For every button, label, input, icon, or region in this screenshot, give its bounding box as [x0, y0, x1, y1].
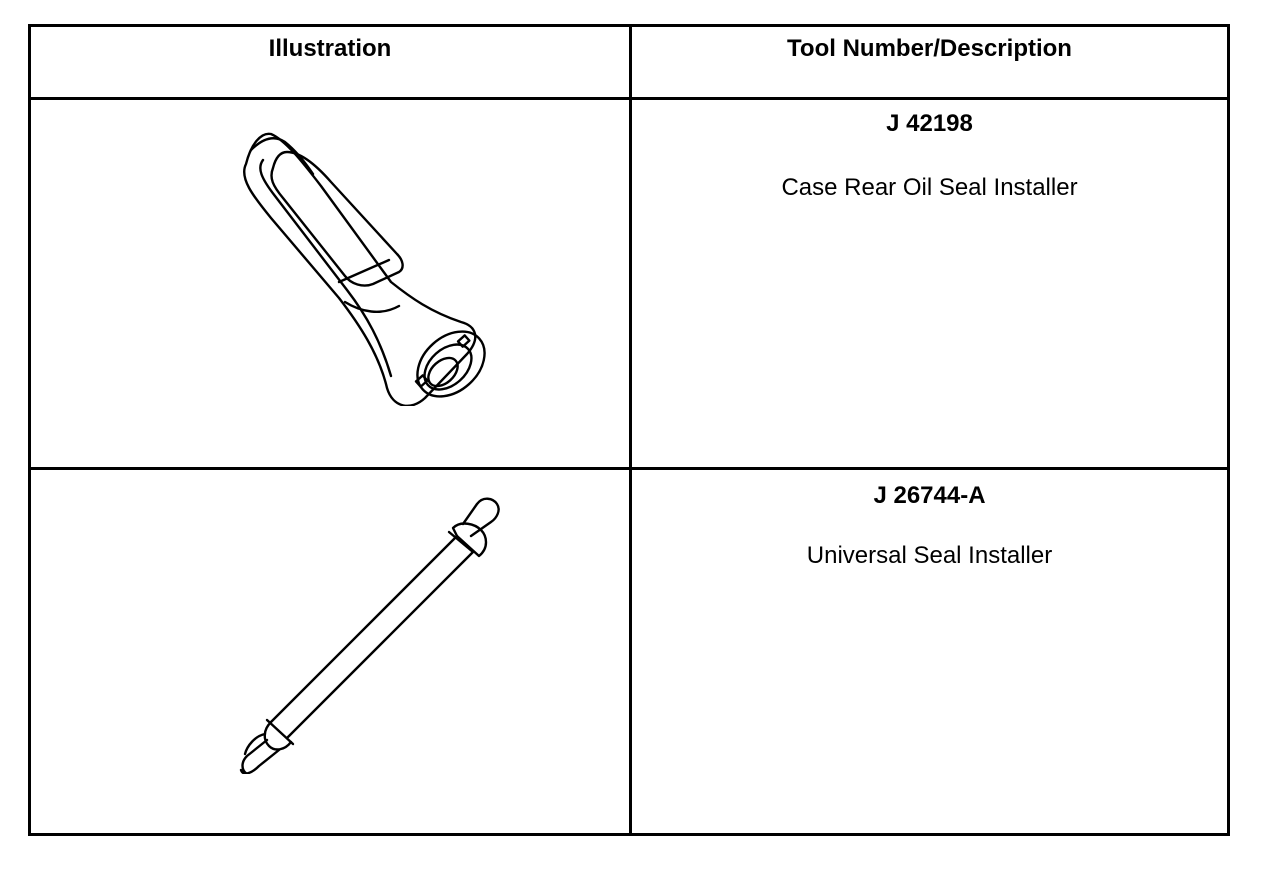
header-cell-tool — [632, 27, 1227, 97]
universal-seal-installer-icon — [201, 484, 511, 774]
header-tool-description: Tool Number/Description — [787, 35, 1072, 62]
tool-number: J 42198 — [886, 110, 973, 137]
table-row-2-illustration — [31, 470, 629, 833]
table-row-1-tool — [632, 100, 1227, 467]
seal-installer-tool-icon — [221, 126, 491, 406]
tool-table — [28, 24, 1230, 836]
header-illustration: Illustration — [268, 35, 392, 62]
tool-description: Case Rear Oil Seal Installer — [781, 174, 1078, 201]
header-cell-illustration — [31, 27, 629, 97]
tool-number: J 26744-A — [873, 482, 986, 509]
table-row-1-illustration — [31, 100, 629, 467]
table-row-2-tool — [632, 470, 1227, 833]
tool-description: Universal Seal Installer — [806, 542, 1053, 569]
